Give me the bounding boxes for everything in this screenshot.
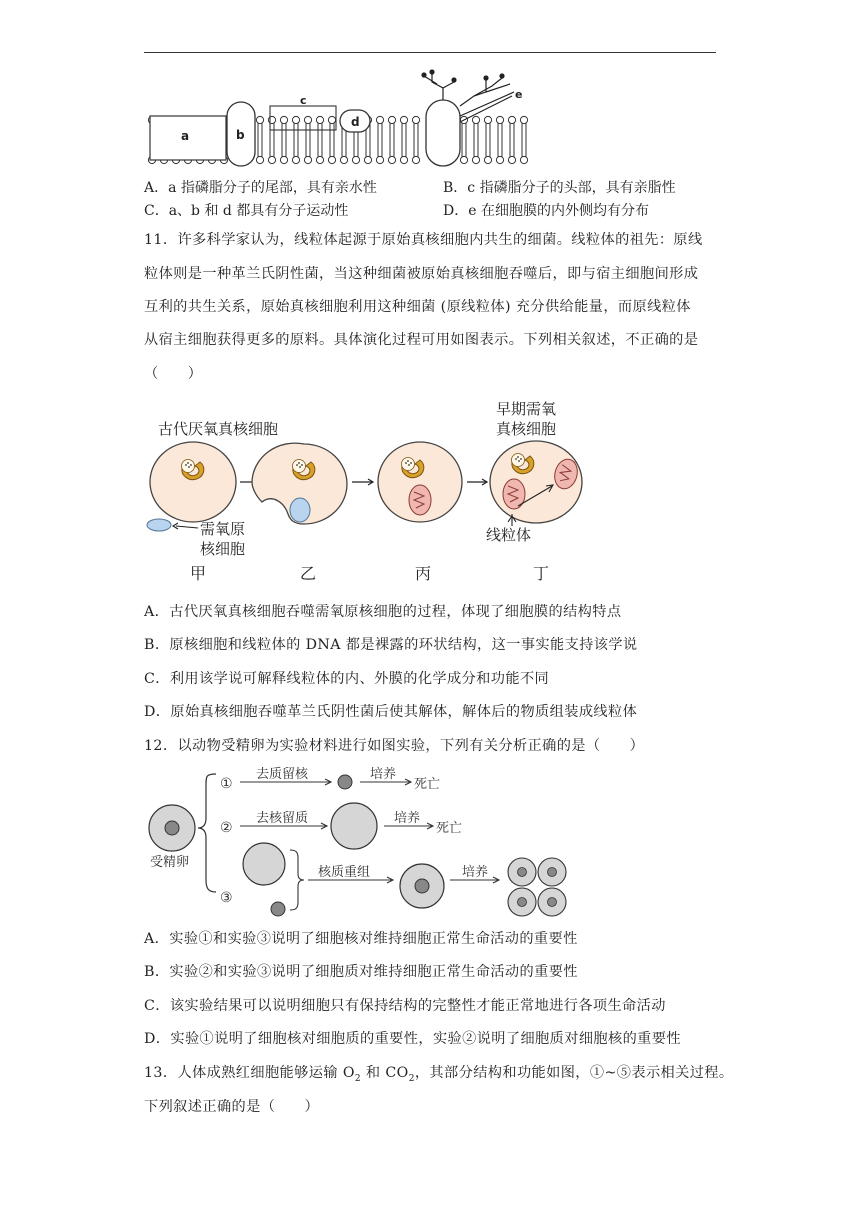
box-c [270,106,336,130]
culture-1: 培养 [370,767,397,782]
mitochondria-origin-figure [140,394,600,584]
cytoplasm-only [331,803,377,849]
q11-line-1: 11．许多科学家认为，线粒体起源于原始真核细胞内共生的细菌。线粒体的祖先：原线 [144,232,703,248]
q13-text-a: 13．人体成熟红细胞能够运输 O [144,1065,355,1081]
stage-bing: 丙 [415,564,432,583]
egg-label: 受精卵 [150,855,190,870]
step-3: 核质重组 [318,865,371,880]
q10-option-c: C．a、b 和 d 都具有分子运动性 [144,203,349,219]
anaerobic-label: 古代厌氧真核细胞 [158,420,279,438]
q13-sub-1: 2 [354,1073,361,1084]
q10-option-a: A．a 指磷脂分子的尾部，具有亲水性 [144,180,377,196]
stage-jia: 甲 [190,564,207,583]
culture-2: 培养 [394,811,421,826]
aerobic-label-2: 真核细胞 [496,420,557,438]
q12-option-a: A．实验①和实验③说明了细胞核对维持细胞正常生命活动的重要性 [144,931,578,947]
glycoprotein [426,100,460,166]
dividing-cells [508,858,566,916]
q10-option-d: D．e 在细胞膜的内外侧均有分布 [443,203,649,219]
q13-text-b: 和 CO [361,1065,409,1081]
q11-line-4: 从宿主细胞获得更多的原料。具体演化过程可用如图表示。下列相关叙述，不正确的是 [144,332,699,348]
q13-line-2: 下列叙述正确的是（ ） [144,1099,320,1115]
q13-line-1 [144,1066,733,1084]
fertilized-egg-experiment-figure [144,762,604,922]
culture-3: 培养 [462,865,489,880]
prokaryote-label-1: 需氧原 [200,520,246,538]
egg-nucleus [165,821,179,835]
nucleus-only [338,775,352,789]
step-2: 去核留质 [256,811,309,826]
q11-line-3: 互利的共生关系，原始真核细胞利用这种细菌 (原线粒体) 充分供给能量，而原线粒体 [144,299,691,315]
mito-label: 线粒体 [486,526,532,544]
q10-option-b: B．c 指磷脂分子的头部，具有亲脂性 [443,180,676,196]
stage-ding: 丁 [533,564,550,583]
label-b: b [236,128,245,142]
q13-sub-2: 2 [408,1073,415,1084]
prokaryote-jia [147,519,171,531]
prokaryote-label-2: 核细胞 [200,540,246,558]
aerobic-label-1: 早期需氧 [496,400,557,418]
step-1: 去质留核 [256,767,309,782]
q12-option-c: C．该实验结果可以说明细胞只有保持结构的完整性才能正常地进行各项生命活动 [144,998,666,1014]
death-2: 死亡 [436,821,463,836]
q11-option-c: C．利用该学说可解释线粒体的内、外膜的化学成分和功能不同 [144,671,550,687]
death-1: 死亡 [414,777,441,792]
label-a: a [181,129,190,143]
q11-option-d: D．原始真核细胞吞噬革兰氏阴性菌后使其解体，解体后的物质组装成线粒体 [144,704,638,720]
isolated-nucleus [271,902,285,916]
stage-yi: 乙 [300,564,317,583]
q11-option-b: B．原核细胞和线粒体的 DNA 都是裸露的环状结构，这一事实能支持该学说 [144,637,638,653]
label-e: e [515,88,523,101]
num-3: ③ [220,890,233,906]
membrane-figure [140,66,540,172]
cell-jia [150,442,236,522]
prokaryote-yi [290,498,310,522]
sugar-dots [421,69,504,82]
q12-option-d: D．实验①说明了细胞核对细胞质的重要性，实验②说明了细胞质对细胞核的重要性 [144,1031,681,1047]
num-1: ① [220,776,233,792]
q11-line-2: 粒体则是一种革兰氏阴性菌，当这种细菌被原始真核细胞吞噬后，即与宿主细胞间形成 [144,266,699,282]
q11-line-5: （ ） [144,366,203,382]
enucleated-cell [243,843,285,885]
q12-stem: 12．以动物受精卵为实验材料进行如图实验，下列有关分析正确的是（ ） [144,738,645,754]
num-2: ② [220,820,233,836]
q13-text-c: ，其部分结构和功能如图，①~⑤表示相关过程。 [414,1065,734,1081]
q11-option-a: A．古代厌氧真核细胞吞噬需氧原核细胞的过程，体现了细胞膜的结构特点 [144,604,622,620]
label-c: c [300,94,307,107]
top-rule [144,52,716,53]
brace [198,774,216,892]
label-d: d [351,115,360,129]
q12-option-b: B．实验②和实验③说明了细胞质对维持细胞正常生命活动的重要性 [144,964,578,980]
